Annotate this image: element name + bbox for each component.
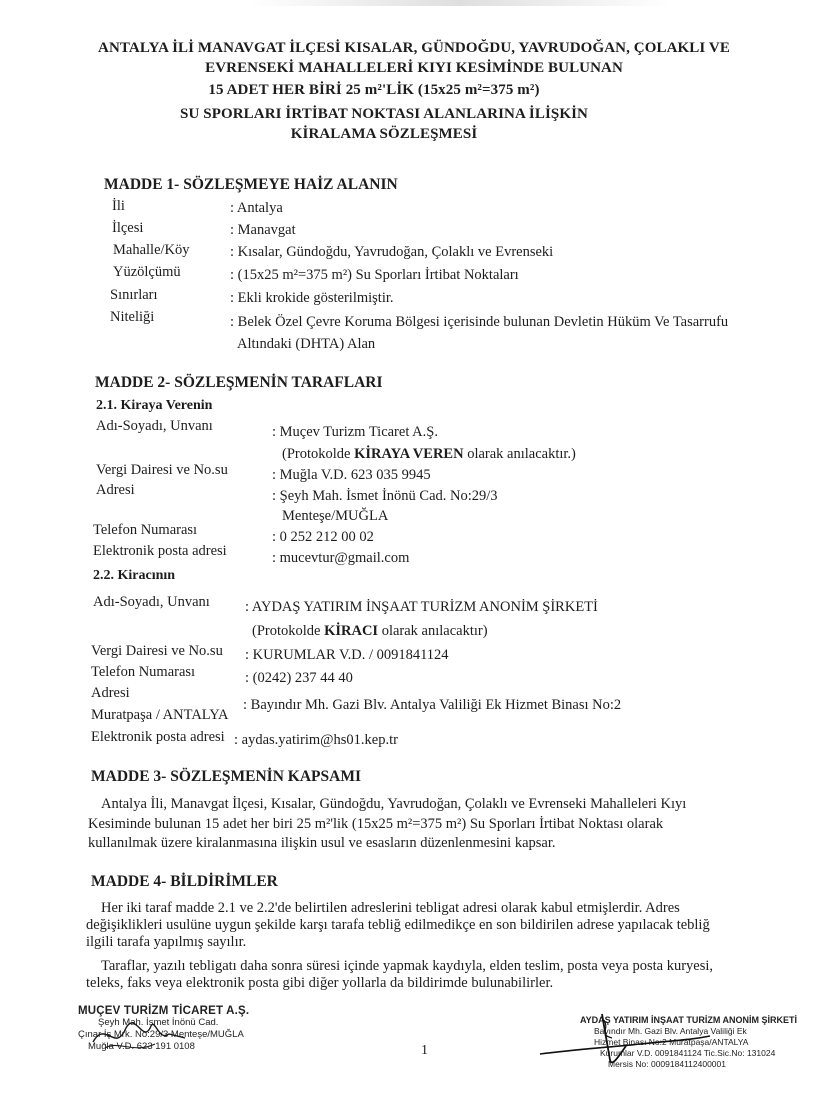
kiraci-protokol-post: olarak anılacaktır)	[378, 623, 488, 639]
stamp-left-name: MUÇEV TURİZM TİCARET A.Ş.	[78, 1005, 250, 1017]
madde1-heading: MADDE 1- SÖZLEŞMEYE HAİZ ALANIN	[104, 176, 398, 193]
page-number: 1	[421, 1043, 428, 1058]
kiraci-adi-value: : AYDAŞ YATIRIM İNŞAAT TURİZM ANONİM ŞİRKETİ	[245, 599, 598, 615]
madde4-line-4: Taraflar, yazılı tebligatı daha sonra süresi içinde yapmak kaydıyla, elden teslim, posta veya posta kuryesi,	[101, 958, 714, 974]
madde1-ilcesi-value: : Manavgat	[230, 222, 296, 238]
kiraya-veren-vergi-label: Vergi Dairesi ve No.su	[96, 462, 228, 478]
kiraya-veren-protokol-bold: KİRAYA VEREN	[354, 446, 464, 462]
stamp-right-line-2: Hizmet Binası No:2 Muratpaşa/ANTALYA	[594, 1037, 749, 1047]
kiraci-protokol	[252, 623, 488, 640]
kiraya-veren-tel-label: Telefon Numarası	[93, 522, 198, 538]
madde4-line-5: teleks, faks veya elektronik posta gibi diğer yollarla da bildirimde bulunabilirler.	[86, 975, 554, 991]
kiraya-veren-adi-value: : Muçev Turizm Ticaret A.Ş.	[272, 424, 438, 440]
title-line-5: KİRALAMA SÖZLEŞMESİ	[290, 126, 478, 142]
kiraci-adres-label: Adresi	[91, 685, 130, 701]
title-line-4: SU SPORLARI İRTİBAT NOKTASI ALANLARINA İLİŞKİN	[180, 106, 588, 122]
kiraci-protokol-pre: (Protokolde	[252, 623, 325, 639]
madde4-line-2: değişiklikleri usulüne uygun şekilde karşı tarafa tebliğ edilmedikçe en son bildirilen adrese yapılacak tebliğ	[86, 917, 710, 933]
kiraya-veren-protokol-post: olarak anılacaktır.)	[463, 446, 576, 462]
madde3-heading: MADDE 3- SÖZLEŞMENİN KAPSAMI	[91, 768, 361, 785]
signature-left	[85, 1012, 195, 1062]
madde1-mahalle-value: : Kısalar, Gündoğdu, Yavrudoğan, Çolaklı ve Evrenseki	[230, 244, 554, 260]
kiraci-heading: 2.2. Kiracının	[93, 568, 176, 583]
scan-artifact	[250, 0, 670, 6]
kiraci-protokol-bold: KİRACI	[324, 623, 379, 639]
madde1-ili-value: : Antalya	[230, 200, 283, 216]
kiraci-adres-cont: Muratpaşa / ANTALYA	[91, 707, 229, 723]
madde4-line-3: ilgili tarafa yapılmış sayılır.	[86, 934, 247, 950]
madde3-line-2: Kesiminde bulunan 15 adet her biri 25 m²'lik (15x25 m²=375 m²) Su Sporları İrtibat Noktası olarak	[88, 816, 664, 832]
stamp-right-line-1: Bayındır Mh. Gazi Blv. Antalya Valiliği Ek	[594, 1026, 747, 1036]
stamp-left-line-2: Çınar İş Mrk. No:29/3 Menteşe/MUĞLA	[78, 1029, 244, 1040]
madde1-niteligi-label: Niteliği	[110, 309, 155, 325]
stamp-left-line-3: Muğla V.D. 623 191 0108	[88, 1041, 195, 1052]
stamp-right-name: AYDAŞ YATIRIM İNŞAAT TURİZM ANONİM ŞİRKETİ	[580, 1015, 798, 1025]
kiraci-tel-label: Telefon Numarası	[91, 664, 196, 680]
kiraya-veren-protokol	[282, 446, 576, 463]
madde1-yuzolcumu-value: : (15x25 m²=375 m²) Su Sporları İrtibat Noktaları	[230, 267, 519, 283]
madde3-line-3: kullanılmak üzere kiralanmasına ilişkin usul ve esasların düzenlenmesini kapsar.	[88, 835, 556, 851]
kiraya-veren-heading: 2.1. Kiraya Verenin	[96, 398, 213, 413]
kiraya-veren-adres-value: : Şeyh Mah. İsmet İnönü Cad. No:29/3	[272, 488, 498, 504]
kiraya-veren-adres-label: Adresi	[96, 482, 135, 498]
stamp-left-line-1: Şeyh Mah. İsmet İnönü Cad.	[98, 1017, 219, 1028]
madde1-yuzolcumu-label: Yüzölçümü	[113, 264, 181, 280]
kiraci-adres-value: : Bayındır Mh. Gazi Blv. Antalya Valiliği Ek Hizmet Binası No:2	[243, 697, 622, 713]
stamp-right-line-4: Mersis No: 0009184112400001	[608, 1059, 726, 1069]
madde1-mahalle-label: Mahalle/Köy	[113, 242, 190, 258]
kiraci-adi-label: Adı-Soyadı, Unvanı	[93, 594, 210, 610]
title-line-1: ANTALYA İLİ MANAVGAT İLÇESİ KISALAR, GÜNDOĞDU, YAVRUDOĞAN, ÇOLAKLI VE	[98, 40, 730, 56]
madde2-heading: MADDE 2- SÖZLEŞMENİN TARAFLARI	[95, 374, 383, 391]
kiraya-veren-vergi-value: : Muğla V.D. 623 035 9945	[272, 467, 431, 483]
madde1-sinirlari-label: Sınırları	[110, 287, 158, 303]
kiraya-veren-eposta-label: Elektronik posta adresi	[93, 543, 227, 559]
madde1-ili-label: İli	[112, 198, 125, 214]
kiraya-veren-adi-label: Adı-Soyadı, Unvanı	[96, 418, 213, 434]
kiraci-vergi-value: : KURUMLAR V.D. / 0091841124	[245, 647, 449, 663]
kiraya-veren-adres-cont: Menteşe/MUĞLA	[282, 508, 389, 524]
madde1-niteligi-cont: Altındaki (DHTA) Alan	[237, 336, 376, 352]
stamp-right-line-3: Kurumlar V.D. 0091841124 Tic.Sic.No: 131024	[600, 1048, 776, 1058]
madde4-line-1: Her iki taraf madde 2.1 ve 2.2'de belirtilen adreslerini tebligat adresi olarak kabul etmişlerdir. Adres	[101, 900, 680, 916]
kiraci-tel-value: : (0242) 237 44 40	[245, 670, 353, 686]
kiraya-veren-tel-value: : 0 252 212 00 02	[272, 529, 374, 545]
madde1-sinirlari-value: : Ekli krokide gösterilmiştir.	[230, 290, 394, 306]
kiraya-veren-protokol-pre: (Protokolde	[282, 446, 355, 462]
madde4-heading: MADDE 4- BİLDİRİMLER	[91, 873, 278, 890]
kiraci-vergi-label: Vergi Dairesi ve No.su	[91, 643, 223, 659]
madde3-line-1: Antalya İli, Manavgat İlçesi, Kısalar, Gündoğdu, Yavrudoğan, Çolaklı ve Evrenseki Mahalleleri Kıyı	[101, 796, 687, 812]
madde1-ilcesi-label: İlçesi	[112, 220, 144, 236]
kiraci-eposta-label: Elektronik posta adresi	[91, 729, 225, 745]
kiraya-veren-eposta-value: : mucevtur@gmail.com	[272, 550, 410, 566]
kiraci-eposta-value: : aydas.yatirim@hs01.kep.tr	[234, 732, 398, 748]
madde1-niteligi-value: : Belek Özel Çevre Koruma Bölgesi içerisinde bulunan Devletin Hüküm Ve Tasarrufu	[230, 314, 729, 330]
signature-right	[540, 1010, 720, 1072]
title-line-2: EVRENSEKİ MAHALLELERİ KIYI KESİMİNDE BULUNAN	[205, 60, 623, 76]
title-line-3: 15 ADET HER BİRİ 25 m²'LİK (15x25 m²=375 m²)	[208, 82, 540, 98]
